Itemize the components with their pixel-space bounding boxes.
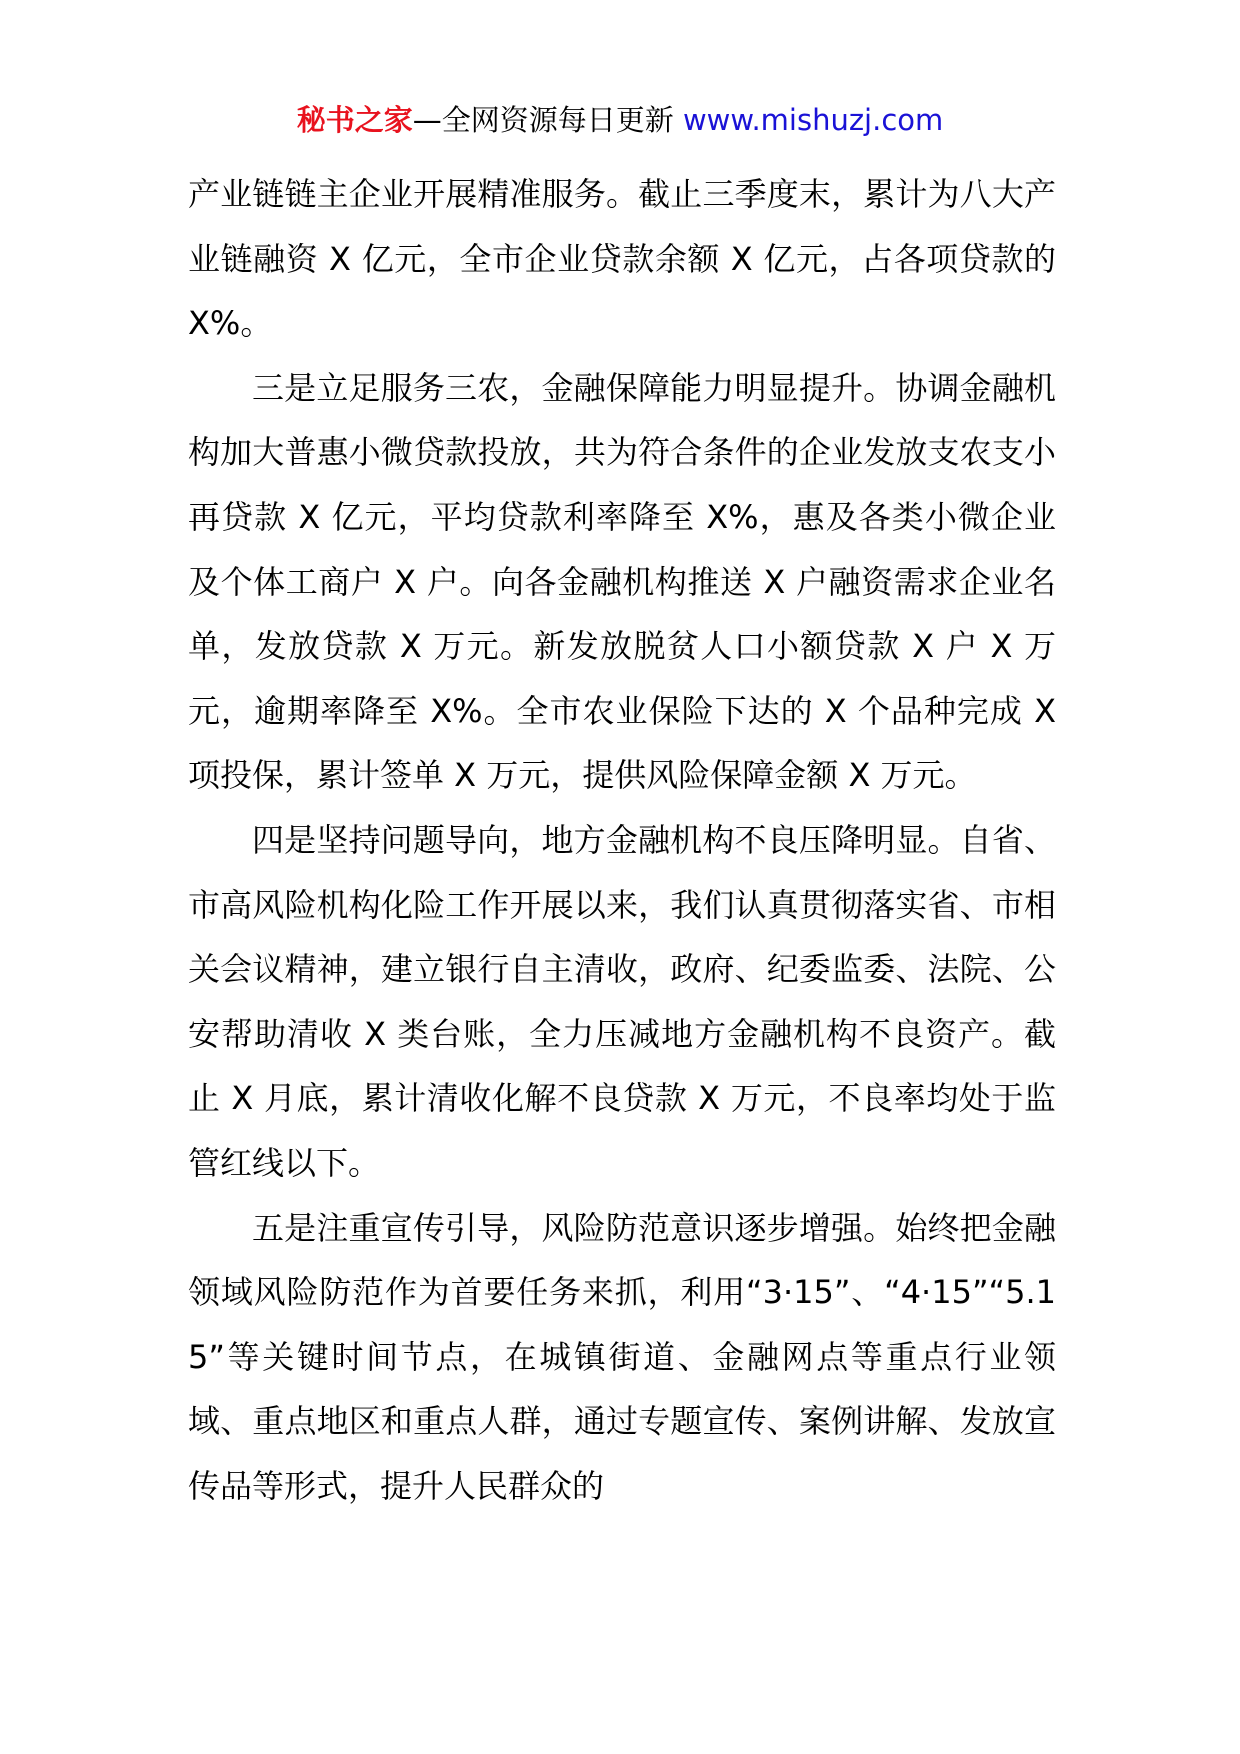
paragraph-publicity-guidance: 五是注重宣传引导，风险防范意识逐步增强。始终把金融领域风险防范作为首要任务来抓，利用“3·15”、“4·15”“5.15”等关键时间节点，在城镇街道、金融网点等重点行业领域、重点地区和重点人群，通过专题宣传、案例讲解、发放宣传品等形式，提升人民群众的 — [188, 1208, 1056, 1505]
site-url-link[interactable]: www.mishuzj.com — [682, 103, 944, 137]
site-brand: 秘书之家 — [296, 103, 413, 137]
paragraph-continuation: 产业链链主企业开展精准服务。截止三季度末，累计为八大产业链融资 X 亿元，全市企业贷款余额 X 亿元，占各项贷款的 X%。 — [188, 175, 1056, 343]
document-body — [188, 162, 1056, 1518]
paragraph-nonperforming-loans: 四是坚持问题导向，地方金融机构不良压降明显。自省、市高风险机构化险工作开展以来，我们认真贯彻落实省、市相关会议精神，建立银行自主清收，政府、纪委监委、法院、公安帮助清收 X 类台账，全力压减地方金融机构不良资产。截止 X 月底，累计清收化解不良贷款 X 万元，不良率均处于监管红线以下。 — [188, 820, 1056, 1182]
site-header — [0, 100, 1240, 140]
paragraph-rural-services: 三是立足服务三农，金融保障能力明显提升。协调金融机构加大普惠小微贷款投放，共为符合条件的企业发放支农支小再贷款 X 亿元，平均贷款利率降至 X%，惠及各类小微企业及个体工商户 X 户。向各金融机构推送 X 户融资需求企业名单，发放贷款 X 万元。新发放脱贫人口小额贷款 X 户 X 万元，逾期率降至 X%。全市农业保险下达的 X 个品种完成 X 项投保，累计签单 X 万元，提供风险保障金额 X 万元。 — [188, 368, 1056, 795]
site-tagline: —全网资源每日更新 — [412, 103, 683, 137]
